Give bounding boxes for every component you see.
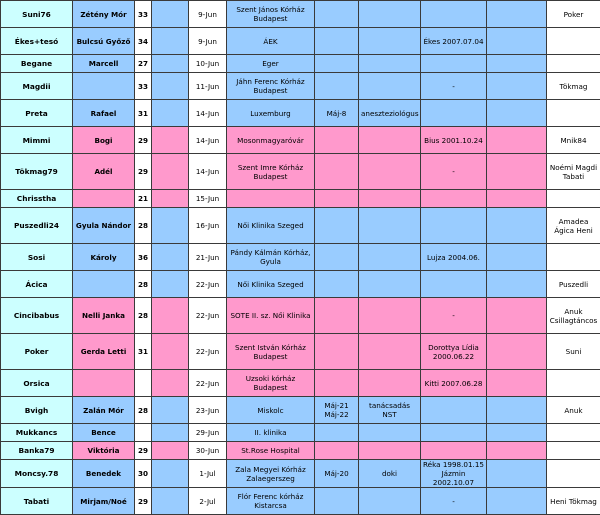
date-cell: 22-Jun: [189, 334, 227, 370]
hospital-cell: Mosonmagyaróvár: [227, 127, 315, 154]
baby-name-cell: Bence: [73, 424, 135, 442]
table-row: [1, 424, 600, 442]
date-cell: 9-Jun: [189, 1, 227, 28]
date-cell: 22-Jun: [189, 370, 227, 397]
friends-cell: Poker: [547, 1, 600, 28]
date-note-cell: [315, 244, 359, 271]
date-cell: 1-Jul: [189, 460, 227, 488]
table-row: [1, 442, 600, 460]
table-row: [1, 334, 600, 370]
friends-cell: [547, 370, 600, 397]
date-cell: 23-Jun: [189, 397, 227, 424]
hospital-cell: St.Rose Hospital: [227, 442, 315, 460]
baby-name-cell: Adél: [73, 154, 135, 190]
note-cell: [359, 442, 421, 460]
friends-cell: Tökmag: [547, 73, 600, 100]
hospital-cell: Szent János Kórház Budapest: [227, 1, 315, 28]
extra-cell: [487, 397, 547, 424]
note-cell: [359, 28, 421, 55]
siblings-cell: Dorottya Lídia 2000.06.22: [421, 334, 487, 370]
hospital-cell: Uzsoki kórház Budapest: [227, 370, 315, 397]
friends-cell: Noémi Magdi Tabati: [547, 154, 600, 190]
baby-name-cell: Zétény Mór: [73, 1, 135, 28]
date-cell: 11-Jun: [189, 73, 227, 100]
date-cell: 21-Jun: [189, 244, 227, 271]
table-row: [1, 397, 600, 424]
week-cell: 29: [135, 127, 152, 154]
date-cell: 10-Jun: [189, 55, 227, 73]
date-note-cell: [315, 298, 359, 334]
blank-cell: [152, 208, 189, 244]
week-cell: 28: [135, 397, 152, 424]
date-note-cell: Máj-20: [315, 460, 359, 488]
hospital-cell: Eger: [227, 55, 315, 73]
hospital-cell: Női Klinika Szeged: [227, 208, 315, 244]
baby-name-cell: [73, 190, 135, 208]
friends-cell: [547, 244, 600, 271]
user-name-cell: Mukkancs: [1, 424, 73, 442]
blank-cell: [152, 460, 189, 488]
user-name-cell: Ékes+tesó: [1, 28, 73, 55]
blank-cell: [152, 298, 189, 334]
week-cell: 29: [135, 488, 152, 515]
note-cell: tanácsadás NST: [359, 397, 421, 424]
baby-name-cell: Marcell: [73, 55, 135, 73]
week-cell: 28: [135, 208, 152, 244]
friends-cell: [547, 190, 600, 208]
note-cell: [359, 271, 421, 298]
user-name-cell: Suni76: [1, 1, 73, 28]
week-cell: [135, 370, 152, 397]
baby-name-cell: Gerda Letti: [73, 334, 135, 370]
date-cell: 22-Jun: [189, 298, 227, 334]
siblings-cell: Lujza 2004.06.: [421, 244, 487, 271]
siblings-cell: [421, 190, 487, 208]
blank-cell: [152, 100, 189, 127]
date-note-cell: [315, 488, 359, 515]
table-row: [1, 488, 600, 515]
extra-cell: [487, 370, 547, 397]
baby-name-cell: Bulcsú Győző: [73, 28, 135, 55]
user-name-cell: Cincibabus: [1, 298, 73, 334]
siblings-cell: [421, 208, 487, 244]
date-note-cell: [315, 55, 359, 73]
extra-cell: [487, 208, 547, 244]
extra-cell: [487, 244, 547, 271]
user-name-cell: Preta: [1, 100, 73, 127]
week-cell: 27: [135, 55, 152, 73]
hospital-cell: [227, 190, 315, 208]
week-cell: 33: [135, 1, 152, 28]
user-name-cell: Mimmi: [1, 127, 73, 154]
siblings-cell: Réka 1998.01.15 Jázmin 2002.10.07: [421, 460, 487, 488]
week-cell: 34: [135, 28, 152, 55]
table-row: [1, 298, 600, 334]
extra-cell: [487, 73, 547, 100]
user-name-cell: Bvigh: [1, 397, 73, 424]
siblings-cell: -: [421, 154, 487, 190]
date-note-cell: Máj-21 Máj-22: [315, 397, 359, 424]
extra-cell: [487, 127, 547, 154]
hospital-cell: II. klinika: [227, 424, 315, 442]
week-cell: [135, 424, 152, 442]
baby-name-cell: Viktória: [73, 442, 135, 460]
date-note-cell: Máj-8: [315, 100, 359, 127]
hospital-cell: Miskolc: [227, 397, 315, 424]
blank-cell: [152, 190, 189, 208]
baby-name-cell: Nelli Janka: [73, 298, 135, 334]
extra-cell: [487, 55, 547, 73]
friends-cell: [547, 460, 600, 488]
siblings-cell: Bius 2001.10.24: [421, 127, 487, 154]
extra-cell: [487, 154, 547, 190]
baby-name-cell: [73, 73, 135, 100]
user-name-cell: Puszedli24: [1, 208, 73, 244]
friends-cell: [547, 424, 600, 442]
hospital-cell: Zala Megyei Kórház Zalaegerszeg: [227, 460, 315, 488]
friends-cell: Mnik84: [547, 127, 600, 154]
date-cell: 16-Jun: [189, 208, 227, 244]
blank-cell: [152, 334, 189, 370]
extra-cell: [487, 100, 547, 127]
table-row: [1, 208, 600, 244]
user-name-cell: Chrisstha: [1, 190, 73, 208]
user-name-cell: Ácica: [1, 271, 73, 298]
baby-name-cell: Gyula Nándor: [73, 208, 135, 244]
date-note-cell: [315, 208, 359, 244]
extra-cell: [487, 190, 547, 208]
table-row: [1, 28, 600, 55]
date-note-cell: [315, 127, 359, 154]
date-note-cell: [315, 334, 359, 370]
week-cell: 29: [135, 442, 152, 460]
hospital-cell: Női Klinika Szeged: [227, 271, 315, 298]
friends-cell: [547, 100, 600, 127]
date-note-cell: [315, 28, 359, 55]
siblings-cell: [421, 100, 487, 127]
baby-name-cell: [73, 271, 135, 298]
blank-cell: [152, 1, 189, 28]
user-name-cell: Banka79: [1, 442, 73, 460]
siblings-cell: Kitti 2007.06.28: [421, 370, 487, 397]
user-name-cell: Magdii: [1, 73, 73, 100]
date-cell: 22-Jun: [189, 271, 227, 298]
date-note-cell: [315, 271, 359, 298]
siblings-cell: -: [421, 73, 487, 100]
friends-cell: Anuk: [547, 397, 600, 424]
extra-cell: [487, 28, 547, 55]
siblings-cell: [421, 1, 487, 28]
blank-cell: [152, 397, 189, 424]
extra-cell: [487, 298, 547, 334]
siblings-cell: Ékes 2007.07.04: [421, 28, 487, 55]
note-cell: doki: [359, 460, 421, 488]
blank-cell: [152, 73, 189, 100]
hospital-cell: SOTE II. sz. Női Klinika: [227, 298, 315, 334]
date-cell: 14-Jun: [189, 127, 227, 154]
note-cell: [359, 154, 421, 190]
date-note-cell: [315, 73, 359, 100]
user-name-cell: Tökmag79: [1, 154, 73, 190]
extra-cell: [487, 1, 547, 28]
week-cell: 33: [135, 73, 152, 100]
week-cell: 31: [135, 334, 152, 370]
friends-cell: Anuk Csillagtáncos: [547, 298, 600, 334]
date-note-cell: [315, 370, 359, 397]
user-name-cell: Moncsy.78: [1, 460, 73, 488]
date-note-cell: [315, 190, 359, 208]
hospital-cell: Szent István Kórház Budapest: [227, 334, 315, 370]
blank-cell: [152, 488, 189, 515]
date-cell: 30-Jun: [189, 442, 227, 460]
table-row: [1, 190, 600, 208]
blank-cell: [152, 271, 189, 298]
user-name-cell: Orsica: [1, 370, 73, 397]
date-cell: 14-Jun: [189, 154, 227, 190]
siblings-cell: [421, 442, 487, 460]
note-cell: aneszteziológus: [359, 100, 421, 127]
table-row: [1, 460, 600, 488]
hospital-cell: Luxemburg: [227, 100, 315, 127]
week-cell: 29: [135, 154, 152, 190]
blank-cell: [152, 424, 189, 442]
table-row: [1, 244, 600, 271]
note-cell: [359, 208, 421, 244]
date-cell: 29-Jun: [189, 424, 227, 442]
extra-cell: [487, 442, 547, 460]
friends-cell: [547, 442, 600, 460]
date-note-cell: [315, 1, 359, 28]
table-row: [1, 370, 600, 397]
note-cell: [359, 190, 421, 208]
siblings-cell: [421, 397, 487, 424]
table-row: [1, 127, 600, 154]
extra-cell: [487, 460, 547, 488]
siblings-cell: [421, 271, 487, 298]
friends-cell: Suni: [547, 334, 600, 370]
extra-cell: [487, 424, 547, 442]
table-row: [1, 100, 600, 127]
blank-cell: [152, 28, 189, 55]
note-cell: [359, 298, 421, 334]
note-cell: [359, 55, 421, 73]
date-cell: 2-Jul: [189, 488, 227, 515]
blank-cell: [152, 370, 189, 397]
note-cell: [359, 334, 421, 370]
note-cell: [359, 424, 421, 442]
date-note-cell: [315, 154, 359, 190]
baby-name-cell: Bogi: [73, 127, 135, 154]
week-cell: 28: [135, 298, 152, 334]
baby-name-cell: Mirjam/Noé: [73, 488, 135, 515]
friends-cell: Heni Tökmag: [547, 488, 600, 515]
baby-name-cell: Benedek: [73, 460, 135, 488]
friends-cell: Amadea Ágica Heni: [547, 208, 600, 244]
table-row: [1, 1, 600, 28]
friends-cell: [547, 28, 600, 55]
siblings-cell: -: [421, 488, 487, 515]
user-name-cell: Sosi: [1, 244, 73, 271]
date-cell: 9-Jun: [189, 28, 227, 55]
user-name-cell: Begane: [1, 55, 73, 73]
week-cell: 36: [135, 244, 152, 271]
baby-name-cell: [73, 370, 135, 397]
siblings-cell: [421, 424, 487, 442]
note-cell: [359, 73, 421, 100]
date-note-cell: [315, 424, 359, 442]
blank-cell: [152, 244, 189, 271]
baby-name-cell: Zalán Mór: [73, 397, 135, 424]
siblings-cell: -: [421, 298, 487, 334]
table-row: [1, 55, 600, 73]
blank-cell: [152, 442, 189, 460]
table-row: [1, 73, 600, 100]
week-cell: 21: [135, 190, 152, 208]
friends-cell: Puszedli: [547, 271, 600, 298]
table-row: [1, 154, 600, 190]
date-cell: 15-Jun: [189, 190, 227, 208]
hospital-cell: Szent Imre Kórház Budapest: [227, 154, 315, 190]
date-note-cell: [315, 442, 359, 460]
user-name-cell: Poker: [1, 334, 73, 370]
extra-cell: [487, 488, 547, 515]
friends-cell: [547, 55, 600, 73]
hospital-cell: Jáhn Ferenc Kórház Budapest: [227, 73, 315, 100]
note-cell: [359, 244, 421, 271]
note-cell: [359, 488, 421, 515]
note-cell: [359, 370, 421, 397]
baby-name-cell: Rafael: [73, 100, 135, 127]
extra-cell: [487, 271, 547, 298]
note-cell: [359, 1, 421, 28]
week-cell: 31: [135, 100, 152, 127]
baby-name-cell: Károly: [73, 244, 135, 271]
note-cell: [359, 127, 421, 154]
date-cell: 14-Jun: [189, 100, 227, 127]
hospital-cell: Flór Ferenc kórház Kistarcsa: [227, 488, 315, 515]
hospital-cell: ÁEK: [227, 28, 315, 55]
blank-cell: [152, 154, 189, 190]
week-cell: 30: [135, 460, 152, 488]
week-cell: 28: [135, 271, 152, 298]
extra-cell: [487, 334, 547, 370]
user-name-cell: Tabati: [1, 488, 73, 515]
blank-cell: [152, 127, 189, 154]
table-row: [1, 271, 600, 298]
hospital-cell: Pándy Kálmán Kórház, Gyula: [227, 244, 315, 271]
siblings-cell: [421, 55, 487, 73]
blank-cell: [152, 55, 189, 73]
